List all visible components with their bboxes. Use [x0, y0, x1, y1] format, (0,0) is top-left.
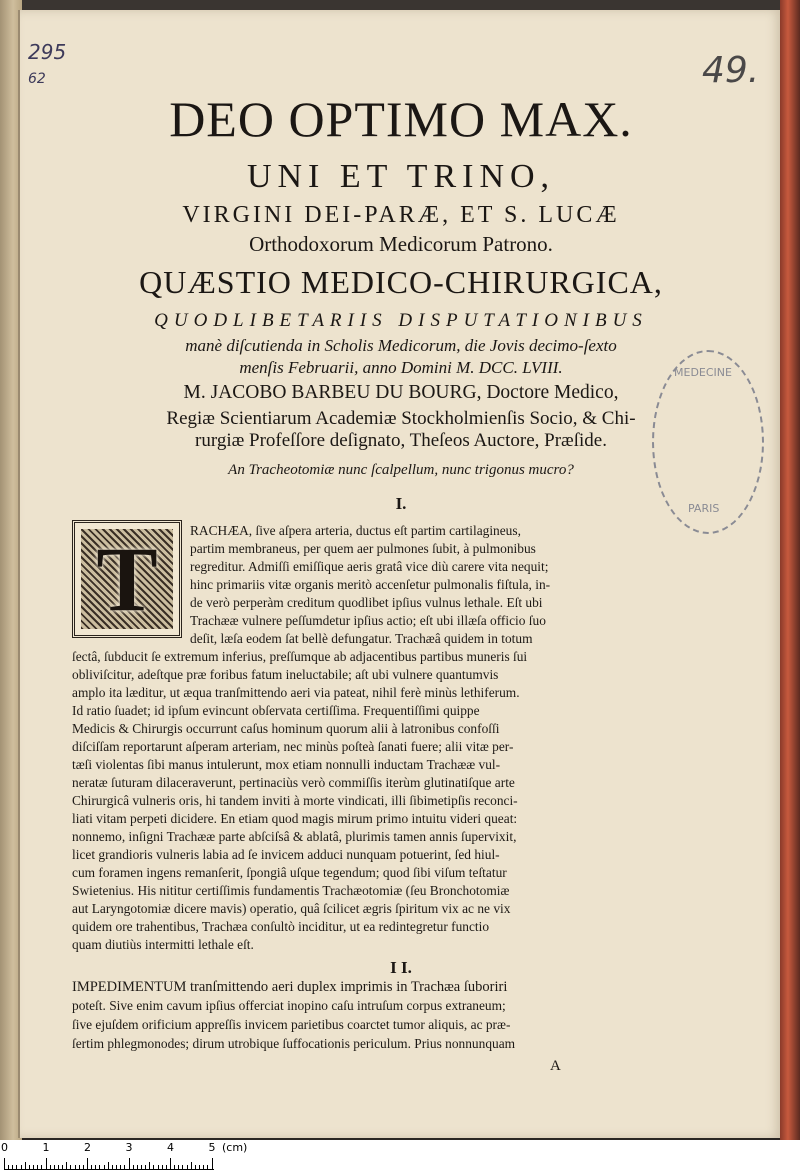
section-1-line: tæſi violentas ſibi manus intulerunt, mox etiam nonnulli inductam Trachææ vul-	[72, 757, 501, 772]
ruler-label: 3	[125, 1141, 133, 1154]
ruler-tick	[37, 1165, 38, 1170]
ruler-tick	[104, 1165, 105, 1170]
ruler-tick	[153, 1165, 154, 1170]
section-1-line: nonnemo, inſigni Trachææ parte abſciſsâ & ablatâ, plurimis tamen annis ſupervixit,	[72, 829, 517, 844]
signature-mark: A	[550, 1058, 561, 1074]
section-1-line: hinc primariis vitæ organis meritò accenſetur pulmonalis fiſtula, in-	[190, 577, 551, 592]
heading-line-4: Orthodoxorum Medicorum Patrono.	[249, 232, 553, 256]
ruler-tick	[174, 1165, 175, 1170]
ruler-tick	[191, 1162, 192, 1170]
ruler-tick	[195, 1165, 196, 1170]
ruler-tick	[212, 1158, 213, 1170]
ruler-tick	[50, 1165, 51, 1170]
ruler-tick	[162, 1165, 163, 1170]
ruler-tick	[25, 1162, 26, 1170]
praeses-name: M. JACOBO BARBEU DU BOURG, Doctore Medico,	[183, 382, 619, 403]
ruler-tick	[108, 1162, 109, 1170]
ruler-tick	[149, 1162, 150, 1170]
section-1-line: Swietenius. His nititur certiſſimis fundamentis Trachæotomiæ (ſeu Bronchotomiæ	[72, 883, 510, 898]
ruler-tick	[141, 1165, 142, 1170]
ruler-tick	[182, 1165, 183, 1170]
ruler-tick	[187, 1165, 188, 1170]
ruler-tick	[16, 1165, 17, 1170]
top-edge	[0, 0, 800, 10]
section-1-line: de verò perperàm creditum quodlibet ipſius vulnus lethale. Eſt ubi	[190, 595, 543, 610]
section-1-line: Medicis & Chirurgis occurrunt caſus hominum quorum alii à latronibus confoſſi	[72, 721, 500, 736]
ruler-label: 5	[208, 1141, 216, 1154]
ruler-tick	[58, 1165, 59, 1170]
ruler-tick	[120, 1165, 121, 1170]
ruler-tick	[33, 1165, 34, 1170]
book-page	[18, 10, 782, 1138]
ruler-unit: (cm)	[222, 1141, 248, 1154]
section-1-line: deſit, læſa eodem ſat bellè defungatur. Trachæâ quidem in totum	[190, 631, 533, 646]
section-1-line: amplo ita læditur, ut æqua tranſmittendo aeri via pateat, nihil ferè minùs lethiferum.	[72, 685, 520, 700]
ruler-tick	[12, 1165, 13, 1170]
library-stamp	[652, 350, 764, 534]
ruler-tick	[99, 1165, 100, 1170]
ruler-label: 2	[84, 1141, 91, 1154]
section-1-line: Chirurgicâ vulneris oris, hi tandem inviti à morte vindicati, illi ſibimetipſis reconci-	[72, 793, 518, 808]
ruler-tick	[145, 1165, 146, 1170]
ruler-tick	[29, 1165, 30, 1170]
ruler-tick	[199, 1165, 200, 1170]
heading-line-2: UNI ET TRINO,	[246, 158, 556, 195]
ruler-tick	[129, 1158, 130, 1170]
page-edge-right	[780, 0, 800, 1140]
section-1-line: quidem ore trahentibus, Trachæa conſultò inciditur, ut ea redintegretur functio	[72, 919, 490, 934]
ruler-tick	[124, 1165, 125, 1170]
ruler-tick	[4, 1158, 5, 1170]
handwritten-left-number: 295 62	[28, 40, 67, 87]
stamp-bottom-text: PARIS	[688, 502, 720, 515]
handwritten-page-number: 49.	[702, 50, 760, 91]
section-1-line: Trachææ vulnere peſſumdetur ipſius actio; eſt ubi illæſa officio ſuo	[190, 613, 546, 628]
ruler-tick	[70, 1165, 71, 1170]
section-1-line: liati vitam perpeti dicidere. En etiam quod magis mirum primo intuitu videri queat:	[72, 811, 518, 826]
section-1-line: partim membraneus, per quem aer pulmones ſubit, à pulmonibus	[190, 541, 536, 556]
section-1-line: neratæ ſuturam dilaceraverunt, pertinaciùs verò commiſſis iterùm glutinatiſque arte	[72, 775, 515, 790]
ruler-tick	[166, 1165, 167, 1170]
section-numeral-1: I.	[395, 494, 407, 513]
ruler-tick	[178, 1165, 179, 1170]
ruler-tick	[170, 1158, 171, 1170]
ruler-tick	[83, 1165, 84, 1170]
ruler-label: 1	[42, 1141, 50, 1154]
ruler-tick	[203, 1165, 204, 1170]
section-2-line: poteſt. Sive enim cavum ipſius offerciat inopino caſu intruſum corpus extraneum;	[72, 998, 506, 1013]
ruler-tick	[95, 1165, 96, 1170]
ruler-tick	[112, 1165, 113, 1170]
ruler-label: 0	[1, 1141, 8, 1154]
heading-line-3: VIRGINI DEI-PARÆ, ET S. LUCÆ	[182, 202, 620, 228]
ornamental-dropcap	[72, 520, 182, 638]
ruler-tick	[62, 1165, 63, 1170]
heading-line-1: DEO OPTIMO MAX.	[169, 91, 633, 147]
heading-line-7: manè diſcutienda in Scholis Medicorum, die Jovis decimo-ſexto	[185, 336, 617, 355]
ruler-tick	[137, 1165, 138, 1170]
dropcap-letter: T	[96, 528, 158, 630]
section-1-line: cum foramen ingens remanſerit, ſpongiâ uſque tegendum; quod ſibi viſum teſtatur	[72, 865, 507, 880]
heading-line-8: menſis Februarii, anno Domini M. DCC. LVIII.	[239, 358, 563, 377]
section-1-line: licet grandioris vulneris labia ad ſe invicem adduci nunquam potuerint, ſed hiul-	[72, 847, 500, 862]
ruler-tick	[116, 1165, 117, 1170]
heading-line-11: rurgiæ Profeſſore deſignato, Theſeos Auctore, Præſide.	[195, 430, 607, 451]
ruler-tick	[66, 1162, 67, 1170]
section-1-line: aut Laryngotomiæ dicere mavis) operatio, quâ ſcilicet ægris ſpiritum vix ac ne vix	[72, 901, 511, 916]
ruler-tick	[46, 1158, 47, 1170]
section-2-line: IMPEDIMENTUM tranſmittendo aeri duplex imprimis in Trachæa ſuboriri	[72, 979, 508, 995]
ruler-tick	[133, 1165, 134, 1170]
ruler-tick	[207, 1165, 208, 1170]
ruler-tick	[41, 1165, 42, 1170]
section-1-line: ſectâ, ſubducit ſe extremum inferius, preſſumque ab adjacentibus partibus muneris ſui	[72, 649, 528, 664]
section-1-line: diſciſſam reportarunt aſperam arteriam, nec minùs poſteà ſanati fuere; alii vitæ per-	[72, 739, 514, 754]
scale-ruler	[0, 1140, 800, 1176]
ruler-tick	[75, 1165, 76, 1170]
section-1-line: obliviſcitur, adeſtque præ foribus fatum ineluctabile; aſt ubi vulnere quantumvis	[72, 667, 499, 682]
quaestio-title: QUÆSTIO MEDICO-CHIRURGICA,	[139, 264, 663, 300]
ruler-tick	[8, 1165, 9, 1170]
heading-line-6: QUODLIBETARIIS DISPUTATIONIBUS	[154, 310, 648, 331]
section-1-line: regreditur. Admiſſi emiſſique aeris gratâ vice diù carere vita nequit;	[190, 559, 549, 574]
section-1-line: RACHÆA, ſive aſpera arteria, ductus eſt partim cartilagineus,	[190, 523, 521, 538]
ruler-label: 4	[167, 1141, 174, 1154]
section-numeral-2: I I.	[390, 958, 412, 977]
ruler-tick	[21, 1165, 22, 1170]
section-1-line: Id ratio ſuadet; id ipſum evincunt obſervata certiſſima. Frequentiſſimi quippe	[72, 703, 480, 718]
ruler-tick	[91, 1165, 92, 1170]
ruler-tick	[54, 1165, 55, 1170]
section-2-line: ſive ejuſdem orificium appreſſis invicem parietibus coarctet tumor aliquis, ac præ-	[72, 1017, 511, 1032]
ruler-tick	[87, 1158, 88, 1170]
ruler-tick	[158, 1165, 159, 1170]
stamp-top-text: MEDECINE	[674, 366, 732, 379]
section-2-line: ſertim phlegmonodes; dirum utrobique ſuffocationis periculum. Prius nonnunquam	[72, 1036, 516, 1051]
ruler-tick	[79, 1165, 80, 1170]
heading-line-10: Regiæ Scientiarum Academiæ Stockholmienſis Socio, & Chi-	[166, 408, 636, 429]
thesis-question: An Tracheotomiæ nunc ſcalpellum, nunc trigonus mucro?	[228, 462, 574, 478]
section-1-line: quam diutiùs intermitti lethale eſt.	[72, 937, 254, 952]
